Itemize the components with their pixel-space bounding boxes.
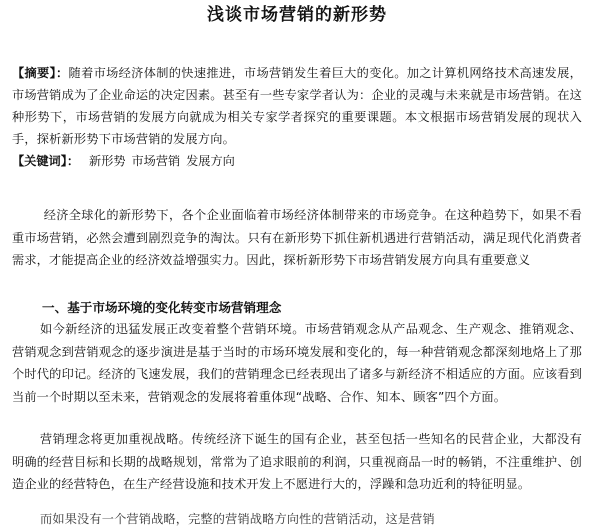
body-paragraph: 营销理念将更加重视战略。传统经济下诞生的国有企业，甚至包括一些知名的民营企业，大都没有明确的经营目标和长期的战略规划，常常为了追求眼前的利润，只重视商品一时的畅销，不注重维护、创造企业的经营特色，在生产经营设施和技术开发上不愿进行大的，浮躁和急功近利的特征明显。 (12, 432, 582, 491)
document-title: 浅谈市场营销的新形势 (207, 5, 387, 25)
intro-paragraph: 经济全球化的新形势下，各个企业面临着市场经济体制带来的市场竞争。在这种趋势下，如果不看重市场营销，必然会遭到剧烈竞争的淘汰。只有在新形势下抓住新机遇进行营销活动，满足现代化消费者需求，才能提高企业的经济效益增强实力。因此，探析新形势下市场营销发展方向具有重要意义 (12, 208, 582, 267)
body-paragraph-cut-off: 而如果没有一个营销战略，完整的营销战略方向性的营销活动，这是营销 (40, 512, 435, 526)
abstract-text: 随着市场经济体制的快速推进，市场营销发生着巨大的变化。加之计算机网络技术高速发展，市场营销成为了企业命运的决定因素。甚至有一些专家学者认为：企业的灵魂与未来就是市场营销。在这种形势下，市场营销的发展方向就成为相关专家学者探究的重要课题。本文根据市场营销发展的现状入手，探析新形势下市场营销的发展方向。 (12, 66, 583, 146)
abstract-label: 【摘要】： (12, 66, 69, 80)
section-heading: 一、基于市场环境的变化转变市场营销理念 (42, 300, 282, 315)
keywords-block (12, 150, 582, 172)
body-paragraph: 如今新经济的迅猛发展正改变着整个营销环境。市场营销观念从产品观念、生产观念、推销观念、营销观念到营销观念的逐步演进是基于当时的市场环境发展和变化的，每一种营销观念都深刻地烙上了那个时代的印记。经济的飞速发展，我们的营销理念已经表现出了诸多与新经济不相适应的方面。应该看到当前一个时期以至未来，营销观念的发展将着重体现“战略、合作、知本、顾客”四个方面。 (12, 322, 582, 404)
keywords-label: 【关键词】： (12, 154, 80, 168)
abstract-block (12, 62, 582, 150)
keywords-list: 新形势 市场营销 发展方向 (89, 154, 235, 168)
